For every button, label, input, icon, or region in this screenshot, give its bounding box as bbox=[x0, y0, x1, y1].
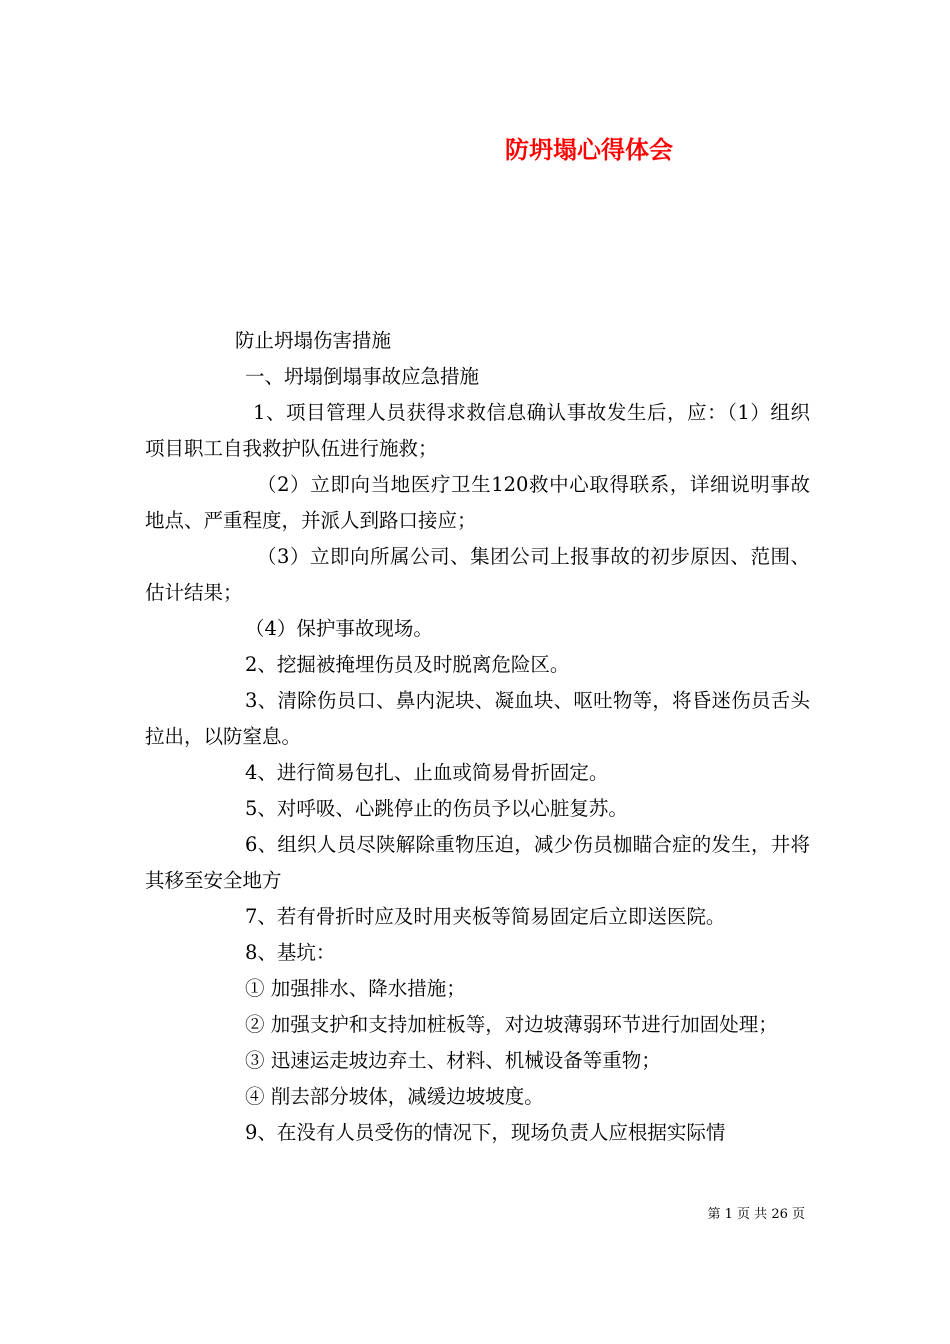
paragraph-6: （4）保护事故现场。 bbox=[245, 617, 433, 640]
paragraph-5: （3）立即向所属公司、集团公司上报事故的初步原因、范围、估计结果； bbox=[145, 545, 810, 604]
paragraph-9: 4、进行简易包扎、止血或简易骨折固定。 bbox=[245, 761, 609, 784]
paragraph-15: ② 加强支护和支持加桩板等，对边坡薄弱环节进行加固处理； bbox=[245, 1013, 778, 1036]
paragraph-17: ④ 削去部分坡体，减缓边坡坡度。 bbox=[245, 1085, 544, 1108]
paragraph-2: 一、坍塌倒塌事故应急措施 bbox=[245, 365, 480, 388]
paragraph-10: 5、对呼吸、心跳停止的伤员予以心脏复苏。 bbox=[245, 797, 628, 820]
paragraph-4: （2）立即向当地医疗卫生120救中心取得联系，详细说明事故地点、严重程度，并派人到路口接应； bbox=[145, 473, 810, 532]
paragraph-3: 1、项目管理人员获得求救信息确认事故发生后，应：（1）组织项目职工自我救护队伍进行施救； bbox=[145, 401, 810, 460]
paragraph-12: 7、若有骨折时应及时用夹板等简易固定后立即送医院。 bbox=[245, 905, 726, 928]
paragraph-14: ① 加强排水、降水措施； bbox=[245, 977, 466, 1000]
paragraph-1: 防止坍塌伤害措施 bbox=[235, 329, 392, 352]
page-footer: 第 1 页 共 26 页 bbox=[707, 1207, 805, 1222]
document-body bbox=[145, 323, 810, 1151]
paragraph-7: 2、挖掘被掩埋伤员及时脱离危险区。 bbox=[245, 653, 570, 676]
paragraph-18: 9、在没有人员受伤的情况下，现场负责人应根据实际情 bbox=[245, 1121, 726, 1144]
document-title: 防坍塌心得体会 bbox=[505, 135, 673, 164]
paragraph-8: 3、清除伤员口、鼻内泥块、凝血块、呕吐物等，将昏迷伤员舌头拉出，以防窒息。 bbox=[145, 689, 810, 748]
paragraph-13: 8、基坑： bbox=[245, 941, 336, 964]
paragraph-11: 6、组织人员尽陕解除重物压迫，减少伤员枷瞄合症的发生，井将其移至安全地方 bbox=[145, 833, 810, 892]
paragraph-16: ③ 迅速运走坡边弃土、材料、机械设备等重物； bbox=[245, 1049, 661, 1072]
